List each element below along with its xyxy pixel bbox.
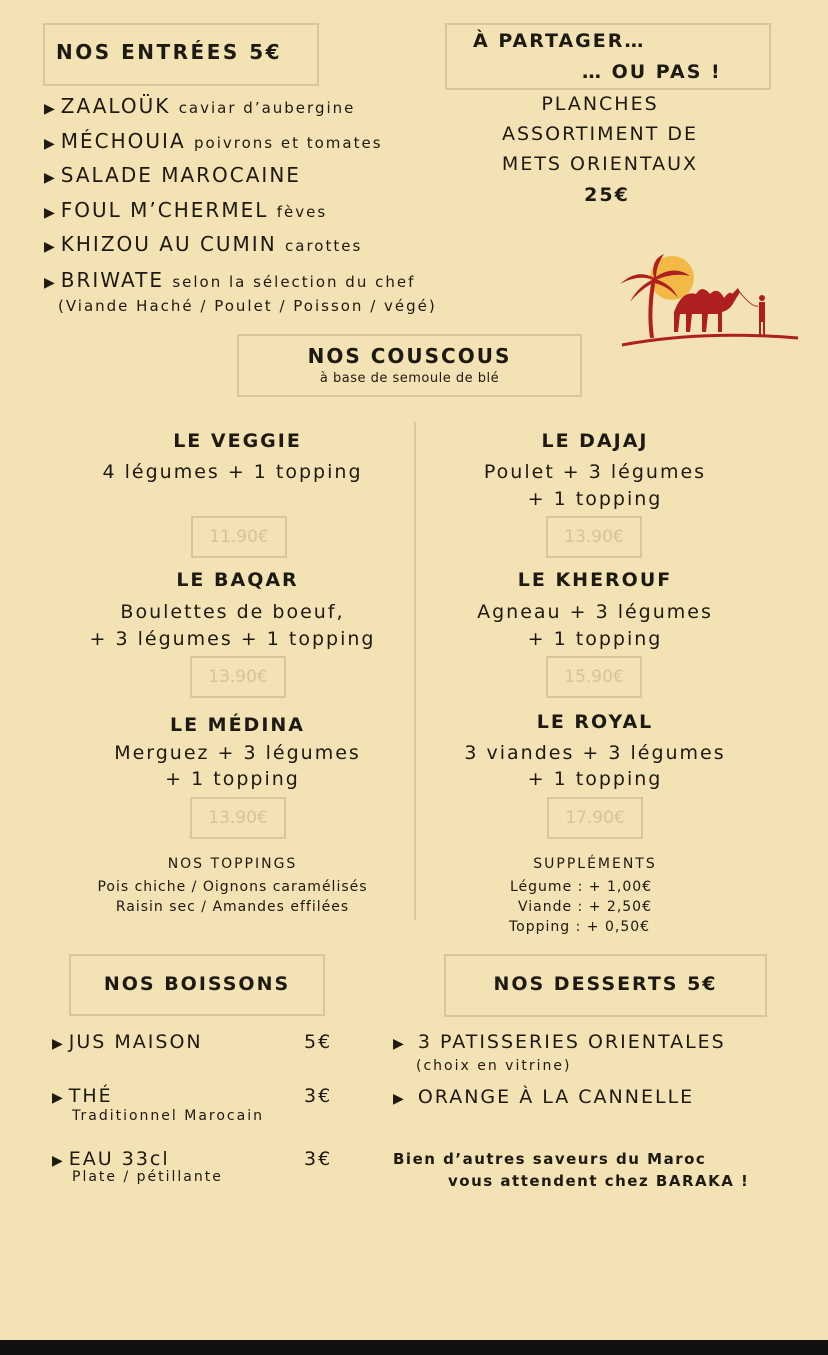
boisson-price: 5€: [304, 1031, 333, 1053]
couscous-desc: Boulettes de boeuf,: [120, 601, 345, 623]
boisson-sub: Plate / pétillante: [72, 1169, 223, 1185]
partager-line2: … OU PAS !: [582, 61, 722, 83]
couscous-desc: Merguez + 3 légumes: [114, 742, 361, 764]
partager-body2: ASSORTIMENT DE: [502, 123, 698, 145]
couscous-title: NOS COUSCOUS: [307, 344, 512, 368]
couscous-name: LE BAQAR: [176, 569, 299, 591]
couscous-desc: + 1 topping: [527, 628, 663, 650]
dessert-item: ▶ ORANGE À LA CANNELLE: [393, 1086, 695, 1108]
supplement-line: Topping : + 0,50€: [509, 919, 651, 935]
partager-body3: METS ORIENTAUX: [501, 153, 699, 175]
caret-right-icon: ▶: [44, 170, 57, 186]
dessert-sub: (choix en vitrine): [416, 1058, 572, 1074]
boisson-item: ▶ EAU 33cl: [52, 1148, 170, 1170]
couscous-price: 13.90€: [190, 656, 286, 698]
caret-right-icon: ▶: [44, 101, 57, 117]
couscous-name: LE DAJAJ: [541, 430, 649, 452]
couscous-desc: + 1 topping: [165, 768, 300, 790]
couscous-name: LE MÉDINA: [169, 714, 306, 736]
couscous-desc: + 1 topping: [527, 768, 663, 790]
supplements-title: SUPPLÉMENTS: [533, 856, 657, 872]
couscous-desc: Poulet + 3 légumes: [483, 461, 707, 483]
couscous-desc: Agneau + 3 légumes: [477, 601, 713, 623]
couscous-name: LE VEGGIE: [173, 430, 302, 452]
toppings-line: Raisin sec / Amandes effilées: [115, 899, 350, 915]
caret-right-icon: ▶: [393, 1036, 406, 1052]
couscous-name: LE KHEROUF: [517, 569, 673, 591]
entree-item-sub: (Viande Haché / Poulet / Poisson / végé): [58, 297, 437, 315]
entree-item: ▶ SALADE MAROCAINE: [44, 163, 301, 187]
desserts-title: NOS DESSERTS 5€: [493, 973, 718, 995]
entrees-title: NOS ENTRÉES 5€: [56, 40, 283, 64]
dessert-item: ▶ 3 PATISSERIES ORIENTALES: [393, 1031, 726, 1053]
couscous-subtitle: à base de semoule de blé: [319, 371, 500, 386]
couscous-desc: + 3 légumes + 1 topping: [89, 628, 376, 650]
entree-item: ▶ ZAALOÜK caviar d’aubergine: [44, 94, 356, 118]
couscous-price: 13.90€: [190, 797, 286, 839]
couscous-desc: 4 légumes + 1 topping: [102, 461, 363, 483]
boisson-price: 3€: [304, 1148, 333, 1170]
couscous-price: 15.90€: [546, 656, 642, 698]
couscous-price: 13.90€: [546, 516, 642, 558]
boisson-item: ▶ JUS MAISON: [52, 1031, 203, 1053]
entree-item: ▶ FOUL M’CHERMEL fèves: [44, 198, 328, 222]
boissons-title: NOS BOISSONS: [103, 973, 291, 995]
couscous-desc: + 1 topping: [527, 488, 663, 510]
column-divider: [414, 422, 416, 920]
desert-camel-illustration: [612, 250, 802, 350]
bottom-edge: [0, 1340, 828, 1355]
boisson-sub: Traditionnel Marocain: [72, 1108, 264, 1124]
entree-item: ▶ BRIWATE selon la sélection du chef: [44, 268, 416, 292]
partager-price: 25€: [584, 184, 630, 206]
footer-line: Bien d’autres saveurs du Maroc: [393, 1150, 707, 1168]
couscous-price: 17.90€: [547, 797, 643, 839]
supplement-line: Légume : + 1,00€: [510, 879, 653, 895]
caret-right-icon: ▶: [393, 1091, 406, 1107]
couscous-name: LE ROYAL: [536, 711, 654, 733]
couscous-price: 11.90€: [191, 516, 287, 558]
entree-item: ▶ KHIZOU AU CUMIN carottes: [44, 232, 363, 256]
supplement-line: Viande : + 2,50€: [518, 899, 652, 915]
caret-right-icon: ▶: [44, 275, 57, 291]
entree-item: ▶ MÉCHOUIA poivrons et tomates: [44, 129, 383, 153]
partager-line1: À PARTAGER…: [473, 30, 646, 52]
caret-right-icon: ▶: [52, 1036, 65, 1052]
partager-body1: PLANCHES: [541, 93, 659, 115]
caret-right-icon: ▶: [44, 205, 57, 221]
couscous-desc: 3 viandes + 3 légumes: [464, 742, 726, 764]
toppings-title: NOS TOPPINGS: [167, 856, 298, 872]
caret-right-icon: ▶: [44, 136, 57, 152]
toppings-line: Pois chiche / Oignons caramélisés: [97, 879, 368, 895]
caret-right-icon: ▶: [52, 1090, 65, 1106]
footer-line: vous attendent chez BARAKA !: [448, 1172, 750, 1190]
boisson-price: 3€: [304, 1085, 333, 1107]
caret-right-icon: ▶: [52, 1153, 65, 1169]
caret-right-icon: ▶: [44, 239, 57, 255]
boisson-item: ▶ THÉ: [52, 1085, 113, 1107]
